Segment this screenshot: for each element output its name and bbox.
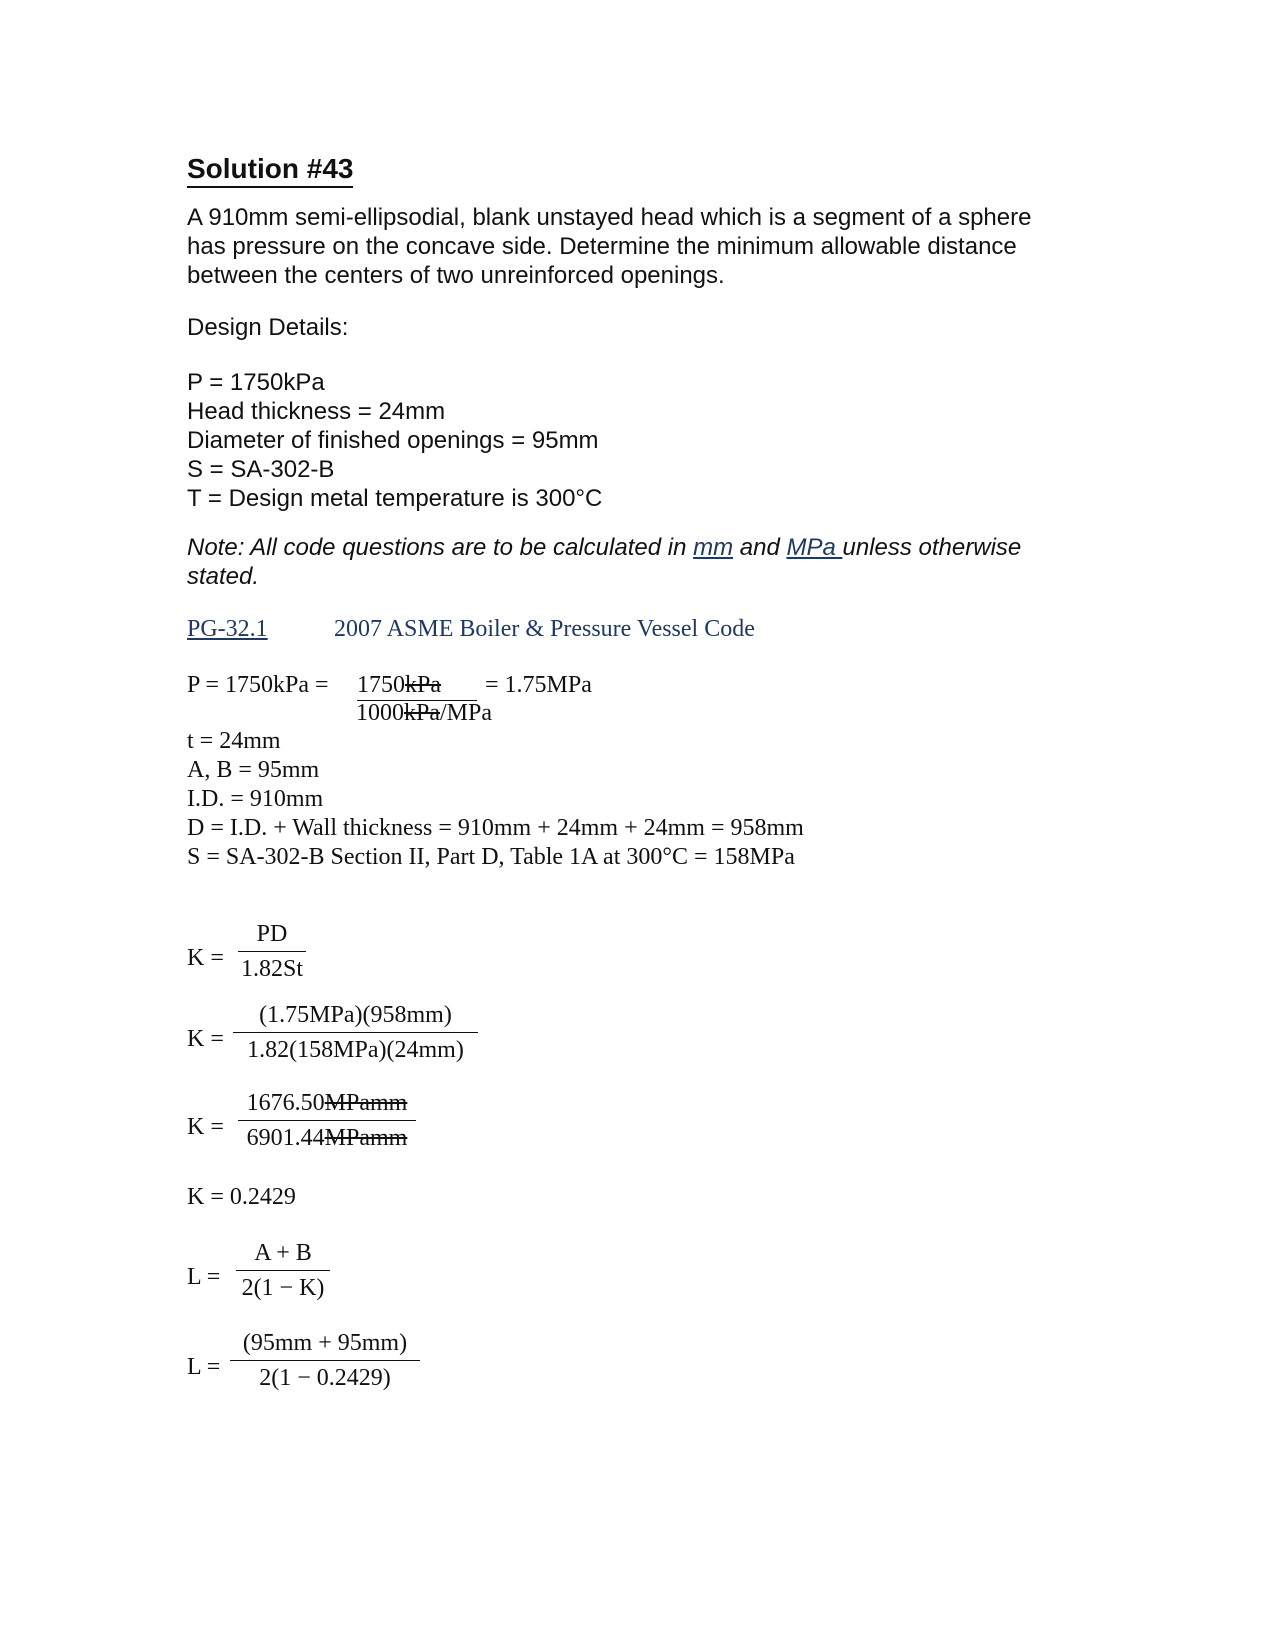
problem-line: has pressure on the concave side. Determine the minimum allowable distance	[187, 233, 1017, 260]
k-product-den-value: 6901.44	[246, 1125, 325, 1151]
l-substitution-lhs: L =	[187, 1354, 221, 1380]
k-formula-denominator: 1.82St	[240, 956, 303, 982]
k-product-den-unit: MPamm	[324, 1125, 408, 1151]
l-formula-fraction	[236, 1239, 330, 1303]
pressure-den-unit: kPa	[404, 700, 440, 726]
pressure-lhs: P = 1750kPa =	[187, 672, 329, 698]
l-substitution-denominator: 2(1 − 0.2429)	[259, 1365, 391, 1391]
design-line: T = Design metal temperature is 300°C	[187, 485, 603, 512]
fraction-bar	[236, 1270, 330, 1271]
design-heading: Design Details:	[187, 314, 349, 341]
code-section-ref: PG-32.1	[187, 616, 268, 642]
l-substitution-fraction	[230, 1329, 420, 1393]
note-text: Note: All code questions are to be calculated in	[187, 534, 694, 561]
note-unit-mm: mm	[693, 534, 734, 561]
l-formula-numerator: A + B	[254, 1240, 312, 1266]
code-section	[187, 615, 268, 644]
pressure-den-value: 1000	[356, 700, 404, 726]
pressure-num-value: 1750	[357, 672, 405, 698]
given-line: D = I.D. + Wall thickness = 910mm + 24mm + 24mm = 958mm	[187, 815, 804, 841]
given-line: A, B = 95mm	[187, 757, 320, 783]
fraction-bar	[238, 951, 306, 952]
problem-statement	[187, 203, 1031, 290]
design-line: S = SA-302-B	[187, 456, 335, 483]
k-substitution-fraction	[233, 1001, 478, 1065]
design-line: Head thickness = 24mm	[187, 398, 446, 425]
design-line: Diameter of finished openings = 95mm	[187, 427, 599, 454]
k-product-num-value: 1676.50	[246, 1090, 325, 1116]
k-formula-lhs: K =	[187, 945, 224, 971]
note-unit-mpa: MPa	[786, 534, 843, 561]
k-substitution-lhs: K =	[187, 1026, 224, 1052]
note-text: unless otherwise	[842, 534, 1022, 561]
l-formula-denominator: 2(1 − K)	[241, 1275, 325, 1301]
k-product-numerator	[238, 1089, 416, 1118]
k-formula-numerator: PD	[256, 921, 288, 947]
pressure-num-unit: kPa	[405, 672, 441, 698]
pressure-denominator	[356, 699, 492, 728]
design-line: P = 1750kPa	[187, 369, 325, 396]
given-line: S = SA-302-B Section II, Part D, Table 1A at 300°C = 158MPa	[187, 844, 795, 870]
l-substitution-numerator: (95mm + 95mm)	[242, 1330, 408, 1356]
design-details	[187, 368, 602, 513]
k-product-denominator	[238, 1124, 416, 1153]
note	[187, 533, 1021, 591]
givens	[187, 727, 804, 872]
l-formula-lhs: L =	[187, 1264, 221, 1290]
fraction-bar	[233, 1032, 478, 1033]
code-title: 2007 ASME Boiler & Pressure Vessel Code	[334, 616, 755, 642]
fraction-bar	[238, 1120, 416, 1121]
note-text: stated.	[187, 563, 260, 590]
pressure-numerator	[357, 671, 477, 701]
problem-line: A 910mm semi-ellipsodial, blank unstayed head which is a segment of a sphere	[187, 204, 1032, 231]
k-formula-fraction	[238, 920, 306, 984]
k-substitution-denominator: 1.82(158MPa)(24mm)	[247, 1037, 464, 1063]
k-product-num-unit: MPamm	[324, 1090, 408, 1116]
fraction-bar	[230, 1360, 420, 1361]
pressure-result: = 1.75MPa	[485, 672, 592, 698]
note-text: and	[733, 534, 787, 561]
k-result: K = 0.2429	[187, 1184, 296, 1210]
k-substitution-numerator: (1.75MPa)(958mm)	[259, 1002, 452, 1028]
pressure-den-rest: /MPa	[440, 700, 493, 726]
page-title: Solution #43	[187, 152, 353, 188]
given-line: I.D. = 910mm	[187, 786, 324, 812]
given-line: t = 24mm	[187, 728, 281, 754]
k-product-lhs: K =	[187, 1114, 224, 1140]
problem-line: between the centers of two unreinforced openings.	[187, 262, 725, 289]
k-product-fraction	[238, 1089, 416, 1153]
